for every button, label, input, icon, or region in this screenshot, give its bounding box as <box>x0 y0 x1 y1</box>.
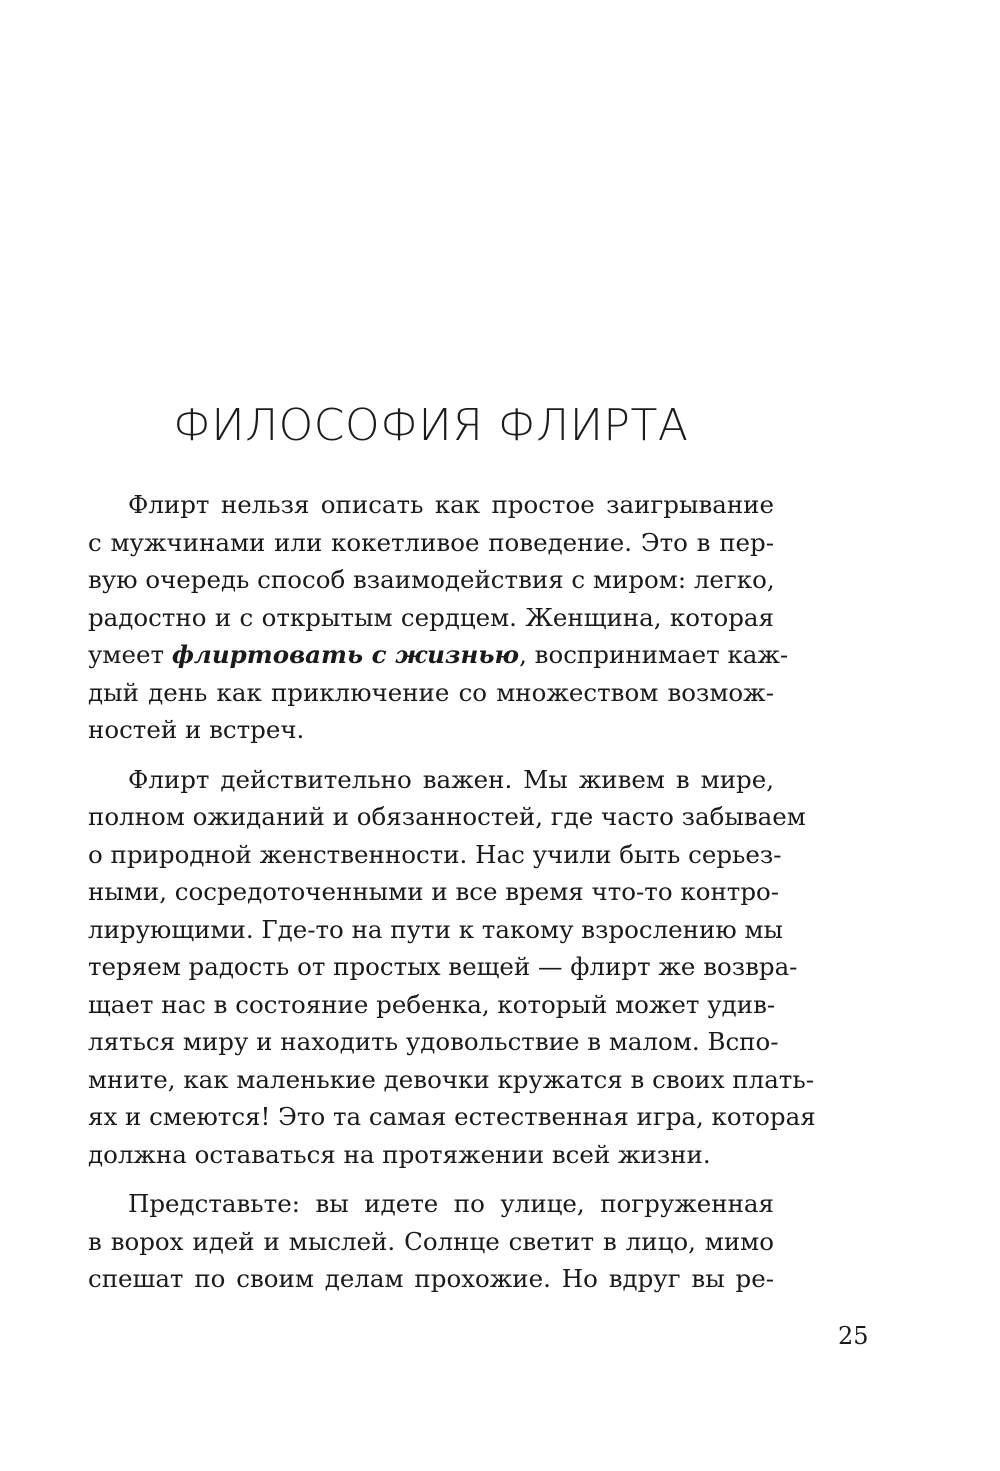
text-line: ностей и встреч. <box>88 715 305 744</box>
text-line: Флирт действительно важен. Мы живем в мире, <box>128 764 774 794</box>
text-line: Представьте: вы идете по улице, погруженная <box>128 1189 774 1218</box>
text-line: лирующими. Где-то на пути к такому взрослению мы <box>88 914 783 944</box>
text-line-with-emphasis <box>88 636 789 674</box>
text-line: дый день как приключение со множеством возмож- <box>88 677 774 707</box>
paragraph-2 <box>88 761 816 1174</box>
body-text <box>88 486 816 1310</box>
emphasis-phrase: флиртовать с жизнью <box>171 640 520 669</box>
text-line: ях и смеются! Это та самая естественная игра, которая <box>88 1102 816 1131</box>
paragraph-3 <box>88 1185 774 1298</box>
page-number: 25 <box>838 1322 869 1350</box>
text-line: Флирт нельзя описать как простое заигрывание <box>128 490 774 519</box>
text-line: полном ожиданий и обязанностей, где часто забываем <box>88 802 806 831</box>
text-line: в ворох идей и мыслей. Солнце светит в лицо, мимо <box>88 1226 774 1256</box>
chapter-title: ФИЛОСОФИЯ ФЛИРТА <box>173 400 689 451</box>
text-line: спешат по своим делам прохожие. Но вдруг вы ре- <box>88 1264 774 1293</box>
text-line: щает нас в состояние ребенка, который может удив- <box>88 989 776 1019</box>
text-fragment: умеет <box>88 640 165 669</box>
text-line: о природной женственности. Нас учили быть серьез- <box>88 839 782 869</box>
text-line: радостно и с открытым сердцем. Женщина, которая <box>88 602 774 632</box>
text-fragment: , воспринимает каж- <box>519 640 789 669</box>
text-line: с мужчинами или кокетливое поведение. Это в пер- <box>88 527 774 557</box>
text-line: вую очередь способ взаимодействия с миром: легко, <box>88 565 775 594</box>
text-line: ными, сосредоточенными и все время что-то контро- <box>88 877 780 906</box>
text-line: ляться миру и находить удовольствие в малом. Вспо- <box>88 1027 779 1056</box>
text-line: мните, как маленькие девочки кружатся в своих плать- <box>88 1064 814 1094</box>
paragraph-1 <box>88 486 789 749</box>
text-line: теряем радость от простых вещей — флирт же возвра- <box>88 952 798 981</box>
text-line: должна оставаться на протяжении всей жизни. <box>88 1139 711 1169</box>
